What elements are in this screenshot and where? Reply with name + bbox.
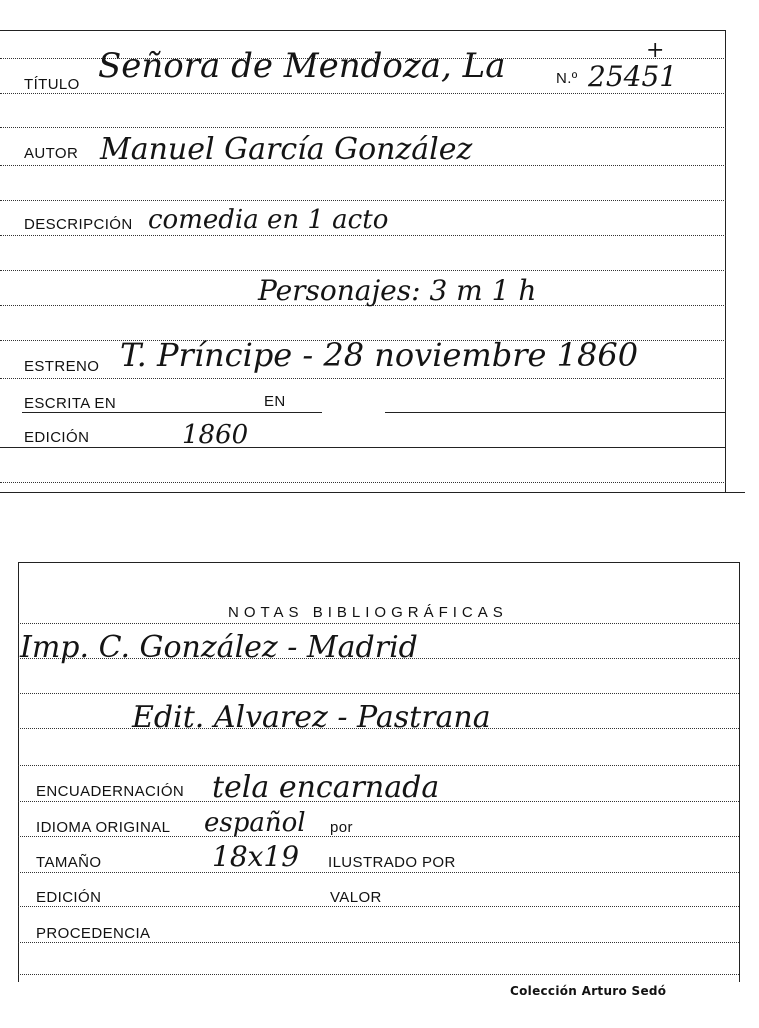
rule [0, 447, 726, 448]
footer-collection: Colección Arturo Sedó [510, 984, 667, 998]
plus-mark: + [646, 38, 665, 63]
rule [18, 836, 739, 837]
rule [18, 765, 739, 766]
idioma-value: español [204, 808, 306, 838]
titulo-label: TÍTULO [24, 76, 80, 93]
idioma-label: IDIOMA ORIGINAL [36, 819, 171, 836]
rule [0, 127, 726, 128]
escrita-en-label: ESCRITA EN [24, 395, 117, 412]
descripcion-personajes: Personajes: 3 m 1 h [258, 274, 537, 307]
rule [385, 412, 725, 413]
titulo-value: Señora de Mendoza, La [98, 46, 506, 86]
card-bottom-border-top [18, 562, 740, 563]
rule [0, 482, 726, 483]
rule [0, 93, 726, 94]
tamano-label: TAMAÑO [36, 854, 102, 871]
rule [18, 623, 739, 624]
rule [22, 412, 322, 413]
tamano-value: 18x19 [212, 840, 300, 873]
card-top-border-top [0, 30, 726, 31]
notas-heading: NOTAS BIBLIOGRÁFICAS [228, 604, 508, 621]
note-line-1: Imp. C. González - Madrid [20, 630, 418, 665]
descripcion-label: DESCRIPCIÓN [24, 216, 133, 233]
encuadernacion-label: ENCUADERNACIÓN [36, 783, 185, 800]
card-top-border-right [725, 30, 726, 492]
rule [0, 378, 726, 379]
rule [18, 906, 739, 907]
autor-label: AUTOR [24, 145, 79, 162]
rule [18, 942, 739, 943]
note-line-2: Edit. Alvarez - Pastrana [132, 700, 491, 735]
card-bottom-border-left [18, 562, 19, 982]
rule [0, 200, 726, 201]
autor-value: Manuel García González [100, 132, 473, 167]
idioma-por-label: por [330, 819, 353, 836]
edicion-value: 1860 [182, 420, 249, 450]
card-top-border-bottom [0, 492, 745, 493]
rule [0, 235, 726, 236]
edicion-bottom-label: EDICIÓN [36, 889, 102, 906]
valor-label: VALOR [330, 889, 382, 906]
estreno-label: ESTRENO [24, 358, 100, 375]
encuadernacion-value: tela encarnada [212, 770, 440, 805]
edicion-label: EDICIÓN [24, 429, 90, 446]
escrita-en-en-label: EN [264, 393, 286, 410]
card-bottom-border-right [739, 562, 740, 982]
rule [18, 872, 739, 873]
estreno-value: T. Príncipe - 28 noviembre 1860 [120, 336, 639, 374]
procedencia-label: PROCEDENCIA [36, 925, 151, 942]
rule [18, 974, 739, 975]
numero-value: 25451 [588, 60, 678, 93]
numero-label: N.º [556, 70, 578, 87]
rule [18, 693, 739, 694]
descripcion-value: comedia en 1 acto [148, 205, 389, 235]
rule [0, 270, 726, 271]
ilustrado-label: ILUSTRADO POR [328, 854, 456, 871]
